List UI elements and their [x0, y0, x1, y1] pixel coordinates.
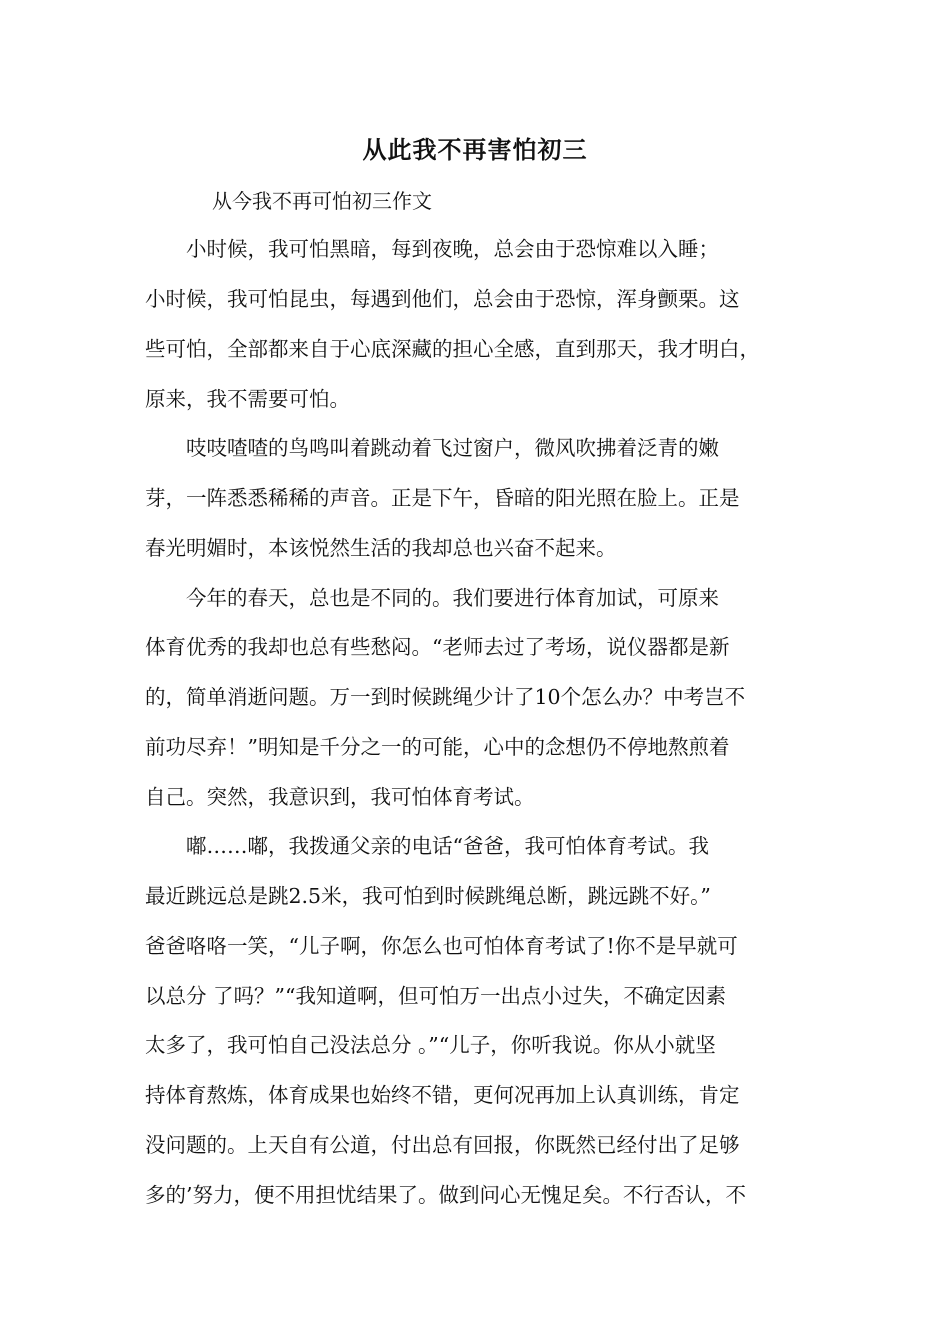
- text-line: 今年的春天，总也是不同的。我们要进行体育加试，可原来: [145, 586, 719, 610]
- text-line: 体育优秀的我却也总有些愁闷。“老师去过了考场，说仪器都是新: [145, 635, 730, 659]
- text-line: 芽，一阵悉悉稀稀的声音。正是下午，昏暗的阳光照在脸上。正是: [145, 486, 740, 510]
- text-line: 自己。突然，我意识到，我可怕体育考试。: [145, 785, 535, 809]
- document-title: 从此我不再害怕初三: [362, 135, 588, 164]
- text-line: 前功尽弃！”明知是千分之一的可能，心中的念想仍不停地熬煎着: [145, 735, 730, 759]
- text-line: 小时候，我可怕黑暗，每到夜晚，总会由于恐惊难以入睡；: [145, 237, 719, 261]
- text-line: 些可怕，全部都来自于心底深藏的担心全感，直到那天，我才明白，: [145, 337, 760, 361]
- text-line: 以总分 了吗？”“我知道啊，但可怕万一出点小过失，不确定因素: [145, 984, 726, 1008]
- text-line: 爸爸咯咯一笑，“儿子啊，你怎么也可怕体育考试了!你不是早就可: [145, 934, 738, 958]
- text-line: 小时候，我可怕昆虫，每遇到他们，总会由于恐惊，浑身颤栗。这: [145, 287, 740, 311]
- text-line: 春光明媚时，本该悦然生活的我却总也兴奋不起来。: [145, 536, 617, 560]
- text-line: 吱吱喳喳的鸟鸣叫着跳动着飞过窗户，微风吹拂着泛青的嫩: [145, 436, 719, 460]
- text-line: 原来，我不需要可怕。: [145, 387, 350, 411]
- text-line: 持体育熬炼，体育成果也始终不错，更何况再加上认真训练，肯定: [145, 1083, 740, 1107]
- text-line: 多的’努力，便不用担忧结果了。做到问心无愧足矣。不行否认，不: [145, 1183, 747, 1207]
- text-line: 最近跳远总是跳2.5米，我可怕到时候跳绳总断，跳远跳不好。”: [145, 884, 711, 908]
- text-line: 嘟……嘟，我拨通父亲的电话“爸爸，我可怕体育考试。我: [145, 834, 709, 858]
- text-line: 的，简单消逝问题。万一到时候跳绳少计了10个怎么办？中考岂不: [145, 685, 746, 709]
- text-line: 太多了，我可怕自己没法总分 。”“儿子，你听我说。你从小就坚: [145, 1033, 716, 1057]
- document-subtitle: 从今我不再可怕初三作文: [212, 189, 432, 213]
- text-line: 没问题的。上天自有公道，付出总有回报，你既然已经付出了足够: [145, 1133, 740, 1157]
